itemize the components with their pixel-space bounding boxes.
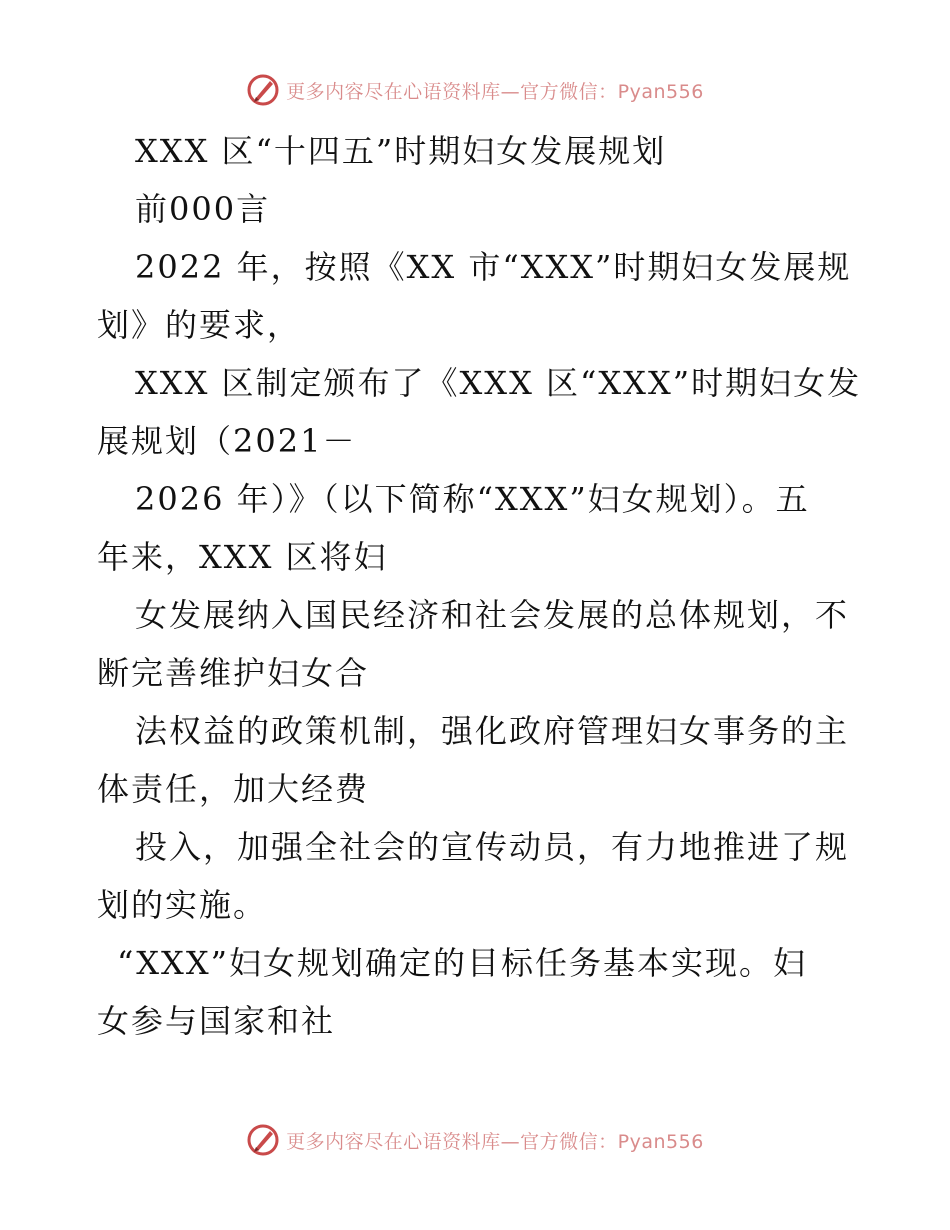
watermark-text: 更多内容尽在心语资料库—官方微信：Pyan556 [286, 1130, 704, 1153]
paragraph-line: 展规划（2021－ [97, 422, 357, 460]
quill-pen-icon [246, 1123, 280, 1157]
paragraph-line: 法权益的政策机制，强化政府管理妇女事务的主 [135, 712, 850, 750]
paragraph-line: 体责任，加大经费 [97, 770, 370, 808]
preface-heading: 前000言 [135, 190, 271, 228]
document-body [97, 122, 862, 1050]
paragraph-line: 划的实施。 [97, 886, 268, 924]
quill-pen-icon [246, 73, 280, 107]
document-title: XXX 区“十四五”时期妇女发展规划 [135, 132, 667, 170]
paragraph-line: “XXX”妇女规划确定的目标任务基本实现。妇 [117, 944, 807, 982]
footer-watermark [0, 1120, 950, 1160]
paragraph-line: 断完善维护妇女合 [97, 654, 370, 692]
paragraph-line: XXX 区制定颁布了《XXX 区“XXX”时期妇女发 [135, 364, 862, 402]
header-watermark [0, 70, 950, 110]
paragraph-line: 女发展纳入国民经济和社会发展的总体规划，不 [135, 596, 850, 634]
paragraph-line: 投入，加强全社会的宣传动员，有力地推进了规 [135, 828, 850, 866]
paragraph-line: 2026 年）》（以下简称“XXX”妇女规划）。五 [135, 480, 810, 518]
paragraph-line: 划》的要求， [97, 306, 302, 344]
paragraph-line: 女参与国家和社 [97, 1002, 336, 1040]
paragraph-line: 2022 年，按照《XX 市“XXX”时期妇女发展规 [135, 248, 852, 286]
watermark-text: 更多内容尽在心语资料库—官方微信：Pyan556 [286, 80, 704, 103]
paragraph-line: 年来，XXX 区将妇 [97, 538, 388, 576]
